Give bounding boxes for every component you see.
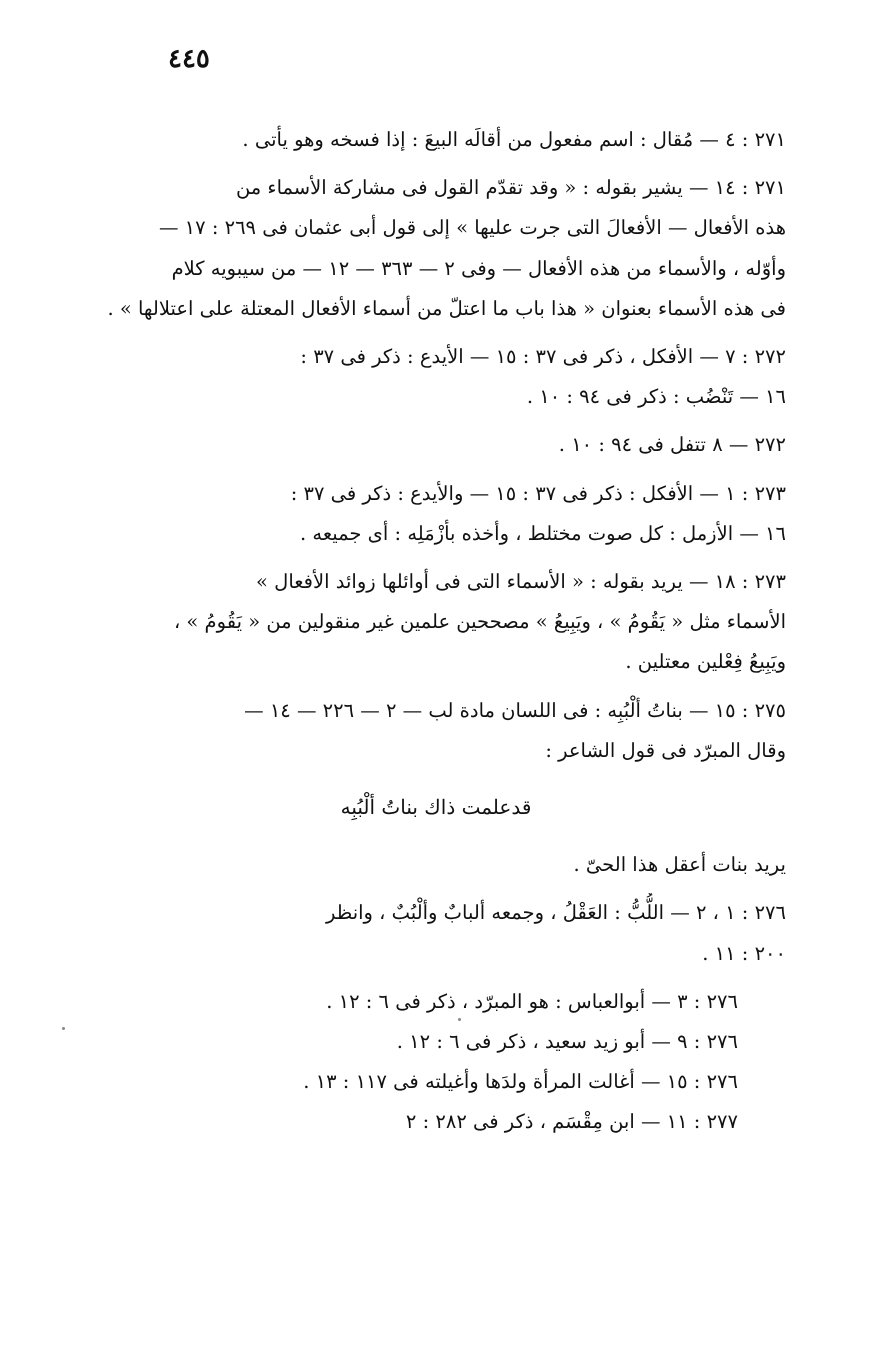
note-line: ويَبِيعُ فِعْلين معتلين . <box>625 650 786 674</box>
note-line: ٢٧٦ : ٩ — أبو زيد سعيد ، ذكر فى ٦ : ١٢ . <box>396 1030 738 1054</box>
short-entries <box>86 982 786 1143</box>
note-line: الأسماء مثل « يَقُومُ » ، ويَبِيعُ » مصححين علمين غير منقولين من « يَقُومُ » ، <box>173 610 786 634</box>
note-line: وأوّله ، والأسماء من هذه الأفعال — وفى ٢ — ٣٦٣ — ١٢ — من سيبويه كلام <box>171 256 786 280</box>
note-line: ٢٧٦ : ١٥ — أغالت المرأة ولدَها وأغيلته فى ١١٧ : ١٣ . <box>303 1070 738 1094</box>
note-line: ٢٧٣ : ١٨ — يريد بقوله : « الأسماء التى فى أوائلها زوائد الأفعال » <box>256 570 786 594</box>
note-line: ٢٧٧ : ١١ — ابن مِقْسَم ، ذكر فى ٢٨٢ : ٢ <box>405 1110 738 1134</box>
note-entry <box>86 337 786 417</box>
verse-line: قدعلمت ذاك بناتُ ألْبُبِه <box>340 795 532 820</box>
note-line: ٢٠٠ : ١١ . <box>702 941 786 965</box>
note-entry <box>86 425 786 465</box>
scan-speck <box>458 1018 461 1021</box>
notes-body <box>86 120 786 1143</box>
note-entry <box>86 120 786 160</box>
note-line: فى هذه الأسماء بعنوان « هذا باب ما اعتلّ من أسماء الأفعال المعتلة على اعتلالها » . <box>107 296 786 320</box>
note-entry <box>86 691 786 886</box>
note-entry <box>86 893 786 973</box>
page-number: ٤٤٥ <box>168 44 210 74</box>
note-line: ٢٧١ : ٤ — مُقال : اسم مفعول من أقالَه البيعَ : إذا فسخه وهو يأتى . <box>242 128 786 151</box>
note-line: وقال المبرّد فى قول الشاعر : <box>545 738 786 762</box>
note-entry <box>86 474 786 554</box>
note-line: ٢٧٢ : ٧ — الأفكل ، ذكر فى ٣٧ : ١٥ — الأيدع : ذكر فى ٣٧ : <box>300 345 786 369</box>
note-line: ١٦ — الأزمل : كل صوت مختلط ، وأخذه بأزْمَلِه : أى جميعه . <box>300 521 786 545</box>
note-line: ١٦ — تَنْضُب : ذكر فى ٩٤ : ١٠ . <box>526 385 786 409</box>
scan-speck <box>62 1027 65 1030</box>
note-line: ٢٧٥ : ١٥ — بناتُ ألْبُبِه : فى اللسان مادة لب — ٢ — ٢٢٦ — ١٤ — <box>244 698 786 722</box>
note-line: ٢٧٣ : ١ — الأفكل : ذكر فى ٣٧ : ١٥ — والأيدع : ذكر فى ٣٧ : <box>290 481 786 505</box>
note-entry <box>86 562 786 683</box>
note-line: ٢٧٦ : ١ ، ٢ — اللُّبُّ : العَقْلُ ، وجمعه ألبابٌ وألْبُبٌ ، وانظر <box>325 901 786 925</box>
note-line: ٢٧٢ — ٨ تتفل فى ٩٤ : ١٠ . <box>558 433 786 457</box>
note-line: ٢٧١ : ١٤ — يشير بقوله : « وقد تقدّم القول فى مشاركة الأسماء من <box>235 176 786 200</box>
note-entry <box>86 168 786 329</box>
note-line: يريد بنات أعقل هذا الحىّ . <box>573 853 786 877</box>
note-line: ٢٧٦ : ٣ — أبوالعباس : هو المبرّد ، ذكر فى ٦ : ١٢ . <box>326 989 738 1013</box>
note-line: هذه الأفعال — الأفعالَ التى جرت عليها » إلى قول أبى عثمان فى ٢٦٩ : ١٧ — <box>158 216 786 240</box>
